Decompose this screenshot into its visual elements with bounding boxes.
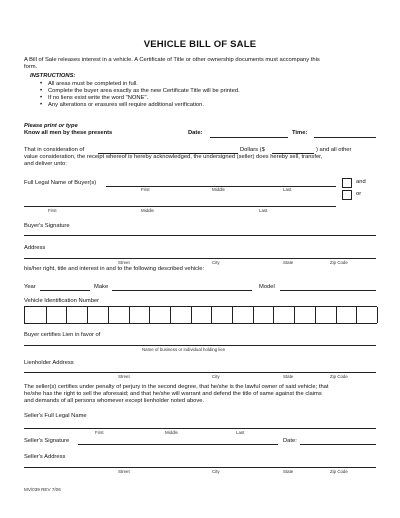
instruction-item: • Any alterations or erasures will require additional verification. bbox=[38, 102, 240, 109]
seller-date-label: Date: bbox=[283, 438, 297, 444]
or-checkbox[interactable] bbox=[342, 190, 352, 200]
seller-signature-field[interactable] bbox=[78, 444, 278, 445]
instruction-item: • If no liens exist write the word "NONE". bbox=[38, 95, 240, 102]
time-label: Time: bbox=[292, 130, 308, 136]
vin-character-cell[interactable] bbox=[25, 307, 47, 323]
vin-character-cell[interactable] bbox=[66, 307, 88, 323]
certify-text-line-2: he/she has the right to sell the aforesaid; and that he/she will warrant and defend the title of same against the claims bbox=[24, 391, 322, 397]
seller-street-sublabel: Street bbox=[118, 469, 130, 474]
vin-character-cell[interactable] bbox=[211, 307, 233, 323]
seller-last-sublabel: Last bbox=[236, 430, 245, 435]
consideration-text-line-3: and deliver unto: bbox=[24, 161, 67, 167]
address-street-sublabel: Street bbox=[118, 260, 130, 265]
lien-holder-field[interactable] bbox=[24, 345, 376, 346]
buyer-first-sublabel: First bbox=[141, 187, 150, 192]
vin-label: Vehicle Identification Number bbox=[24, 298, 100, 304]
model-field[interactable] bbox=[280, 290, 376, 291]
buyer-signature-field[interactable] bbox=[24, 235, 376, 236]
and-label: and bbox=[356, 179, 366, 185]
lien-zip-sublabel: Zip Code bbox=[330, 374, 348, 379]
make-field[interactable] bbox=[112, 290, 252, 291]
instructions-list bbox=[38, 81, 240, 109]
consideration-text-a: That in consideration of bbox=[24, 147, 85, 153]
buyer-name-field-2[interactable] bbox=[24, 206, 336, 207]
vin-character-cell[interactable] bbox=[273, 307, 295, 323]
address-zip-sublabel: Zip Code bbox=[330, 260, 348, 265]
vin-character-cell[interactable] bbox=[356, 307, 378, 323]
lien-label: Buyer certifies Lien in favor of bbox=[24, 332, 101, 338]
buyer-signature-label: Buyer's Signature bbox=[24, 223, 70, 229]
vin-character-cell[interactable] bbox=[315, 307, 337, 323]
buyer-address-label: Address bbox=[24, 245, 46, 251]
seller-address-field[interactable] bbox=[24, 467, 376, 468]
buyer-address-field[interactable] bbox=[24, 258, 376, 259]
vin-character-cell[interactable] bbox=[170, 307, 192, 323]
know-all-men-text: Know all men by these presents bbox=[24, 130, 113, 136]
model-label: Model bbox=[259, 284, 275, 290]
certify-text-line-1: The seller(s) certifies under penalty of perjury in the second degree, that he/she is the lawful owner of said vehicle; that bbox=[24, 384, 329, 390]
consideration-text-line-2: value consideration, the receipt whereof is hereby acknowledged, the undersigned (seller) does hereby sell, transfer, bbox=[24, 154, 323, 160]
date-field[interactable] bbox=[210, 137, 288, 138]
vin-character-cell[interactable] bbox=[108, 307, 130, 323]
vin-character-cell[interactable] bbox=[191, 307, 213, 323]
form-code: MV/039 REV 7/06 bbox=[24, 487, 61, 492]
vin-character-cell[interactable] bbox=[149, 307, 171, 323]
seller-date-field[interactable] bbox=[300, 444, 376, 445]
vin-character-cell[interactable] bbox=[232, 307, 254, 323]
vin-character-cell[interactable] bbox=[294, 307, 316, 323]
address-city-sublabel: City bbox=[212, 260, 220, 265]
seller-state-sublabel: State bbox=[283, 469, 294, 474]
buyer-last-sublabel: Last bbox=[283, 187, 292, 192]
vin-character-cell[interactable] bbox=[46, 307, 68, 323]
instruction-item: • Complete the buyer area exactly as the new Certificate Title will be printed. bbox=[38, 88, 240, 95]
seller-name-field[interactable] bbox=[24, 428, 376, 429]
lien-city-sublabel: City bbox=[212, 374, 220, 379]
vin-character-cell[interactable] bbox=[336, 307, 358, 323]
seller-address-label: Seller's Address bbox=[24, 454, 66, 460]
buyer2-first-sublabel: First bbox=[48, 208, 57, 213]
vin-character-cell[interactable] bbox=[87, 307, 109, 323]
seller-signature-label: Seller's Signature bbox=[24, 438, 70, 444]
print-or-type-note: Please print or type bbox=[24, 123, 78, 129]
seller-name-label: Seller's Full Legal Name bbox=[24, 413, 87, 419]
intro-text-line-1: A Bill of Sale releases interest in a vehicle. A Certificate of Title or other ownership documents must accompany this bbox=[24, 57, 320, 63]
form-title: VEHICLE BILL OF SALE bbox=[143, 39, 257, 50]
consideration-text-b: Dollars ($ bbox=[240, 147, 265, 153]
vin-grid[interactable] bbox=[24, 306, 377, 324]
seller-city-sublabel: City bbox=[212, 469, 220, 474]
instruction-item: • All areas must be completed in full. bbox=[38, 81, 240, 88]
seller-first-sublabel: First bbox=[95, 430, 104, 435]
year-field[interactable] bbox=[40, 290, 90, 291]
lien-holder-sublabel: Name of business or individual holding lien bbox=[142, 347, 226, 352]
lienholder-address-field[interactable] bbox=[24, 372, 376, 373]
vin-character-cell[interactable] bbox=[253, 307, 275, 323]
buyer2-middle-sublabel: Middle bbox=[141, 208, 154, 213]
buyer-middle-sublabel: Middle bbox=[212, 187, 225, 192]
lienholder-address-label: Lienholder Address bbox=[24, 360, 74, 366]
consideration-text-c: ) and all other bbox=[316, 147, 352, 153]
intro-text-line-2: form. bbox=[24, 64, 38, 70]
seller-zip-sublabel: Zip Code bbox=[330, 469, 348, 474]
title-interest-text: his/her right, title and interest in and to the following described vehicle: bbox=[24, 266, 205, 272]
date-label: Date: bbox=[188, 130, 203, 136]
year-label: Year bbox=[24, 284, 36, 290]
time-field[interactable] bbox=[314, 137, 376, 138]
and-checkbox[interactable] bbox=[342, 178, 352, 188]
lien-street-sublabel: Street bbox=[118, 374, 130, 379]
or-label: or bbox=[356, 191, 362, 197]
certify-text-line-3: and demands of all persons whomever except lienholder noted above. bbox=[24, 398, 205, 404]
buyer2-last-sublabel: Last bbox=[259, 208, 268, 213]
lien-state-sublabel: State bbox=[283, 374, 294, 379]
buyer-name-label: Full Legal Name of Buyer(s) bbox=[24, 180, 97, 186]
instructions-heading: INSTRUCTIONS: bbox=[30, 73, 76, 79]
seller-middle-sublabel: Middle bbox=[165, 430, 178, 435]
address-state-sublabel: State bbox=[283, 260, 294, 265]
make-label: Make bbox=[94, 284, 109, 290]
vin-character-cell[interactable] bbox=[129, 307, 151, 323]
